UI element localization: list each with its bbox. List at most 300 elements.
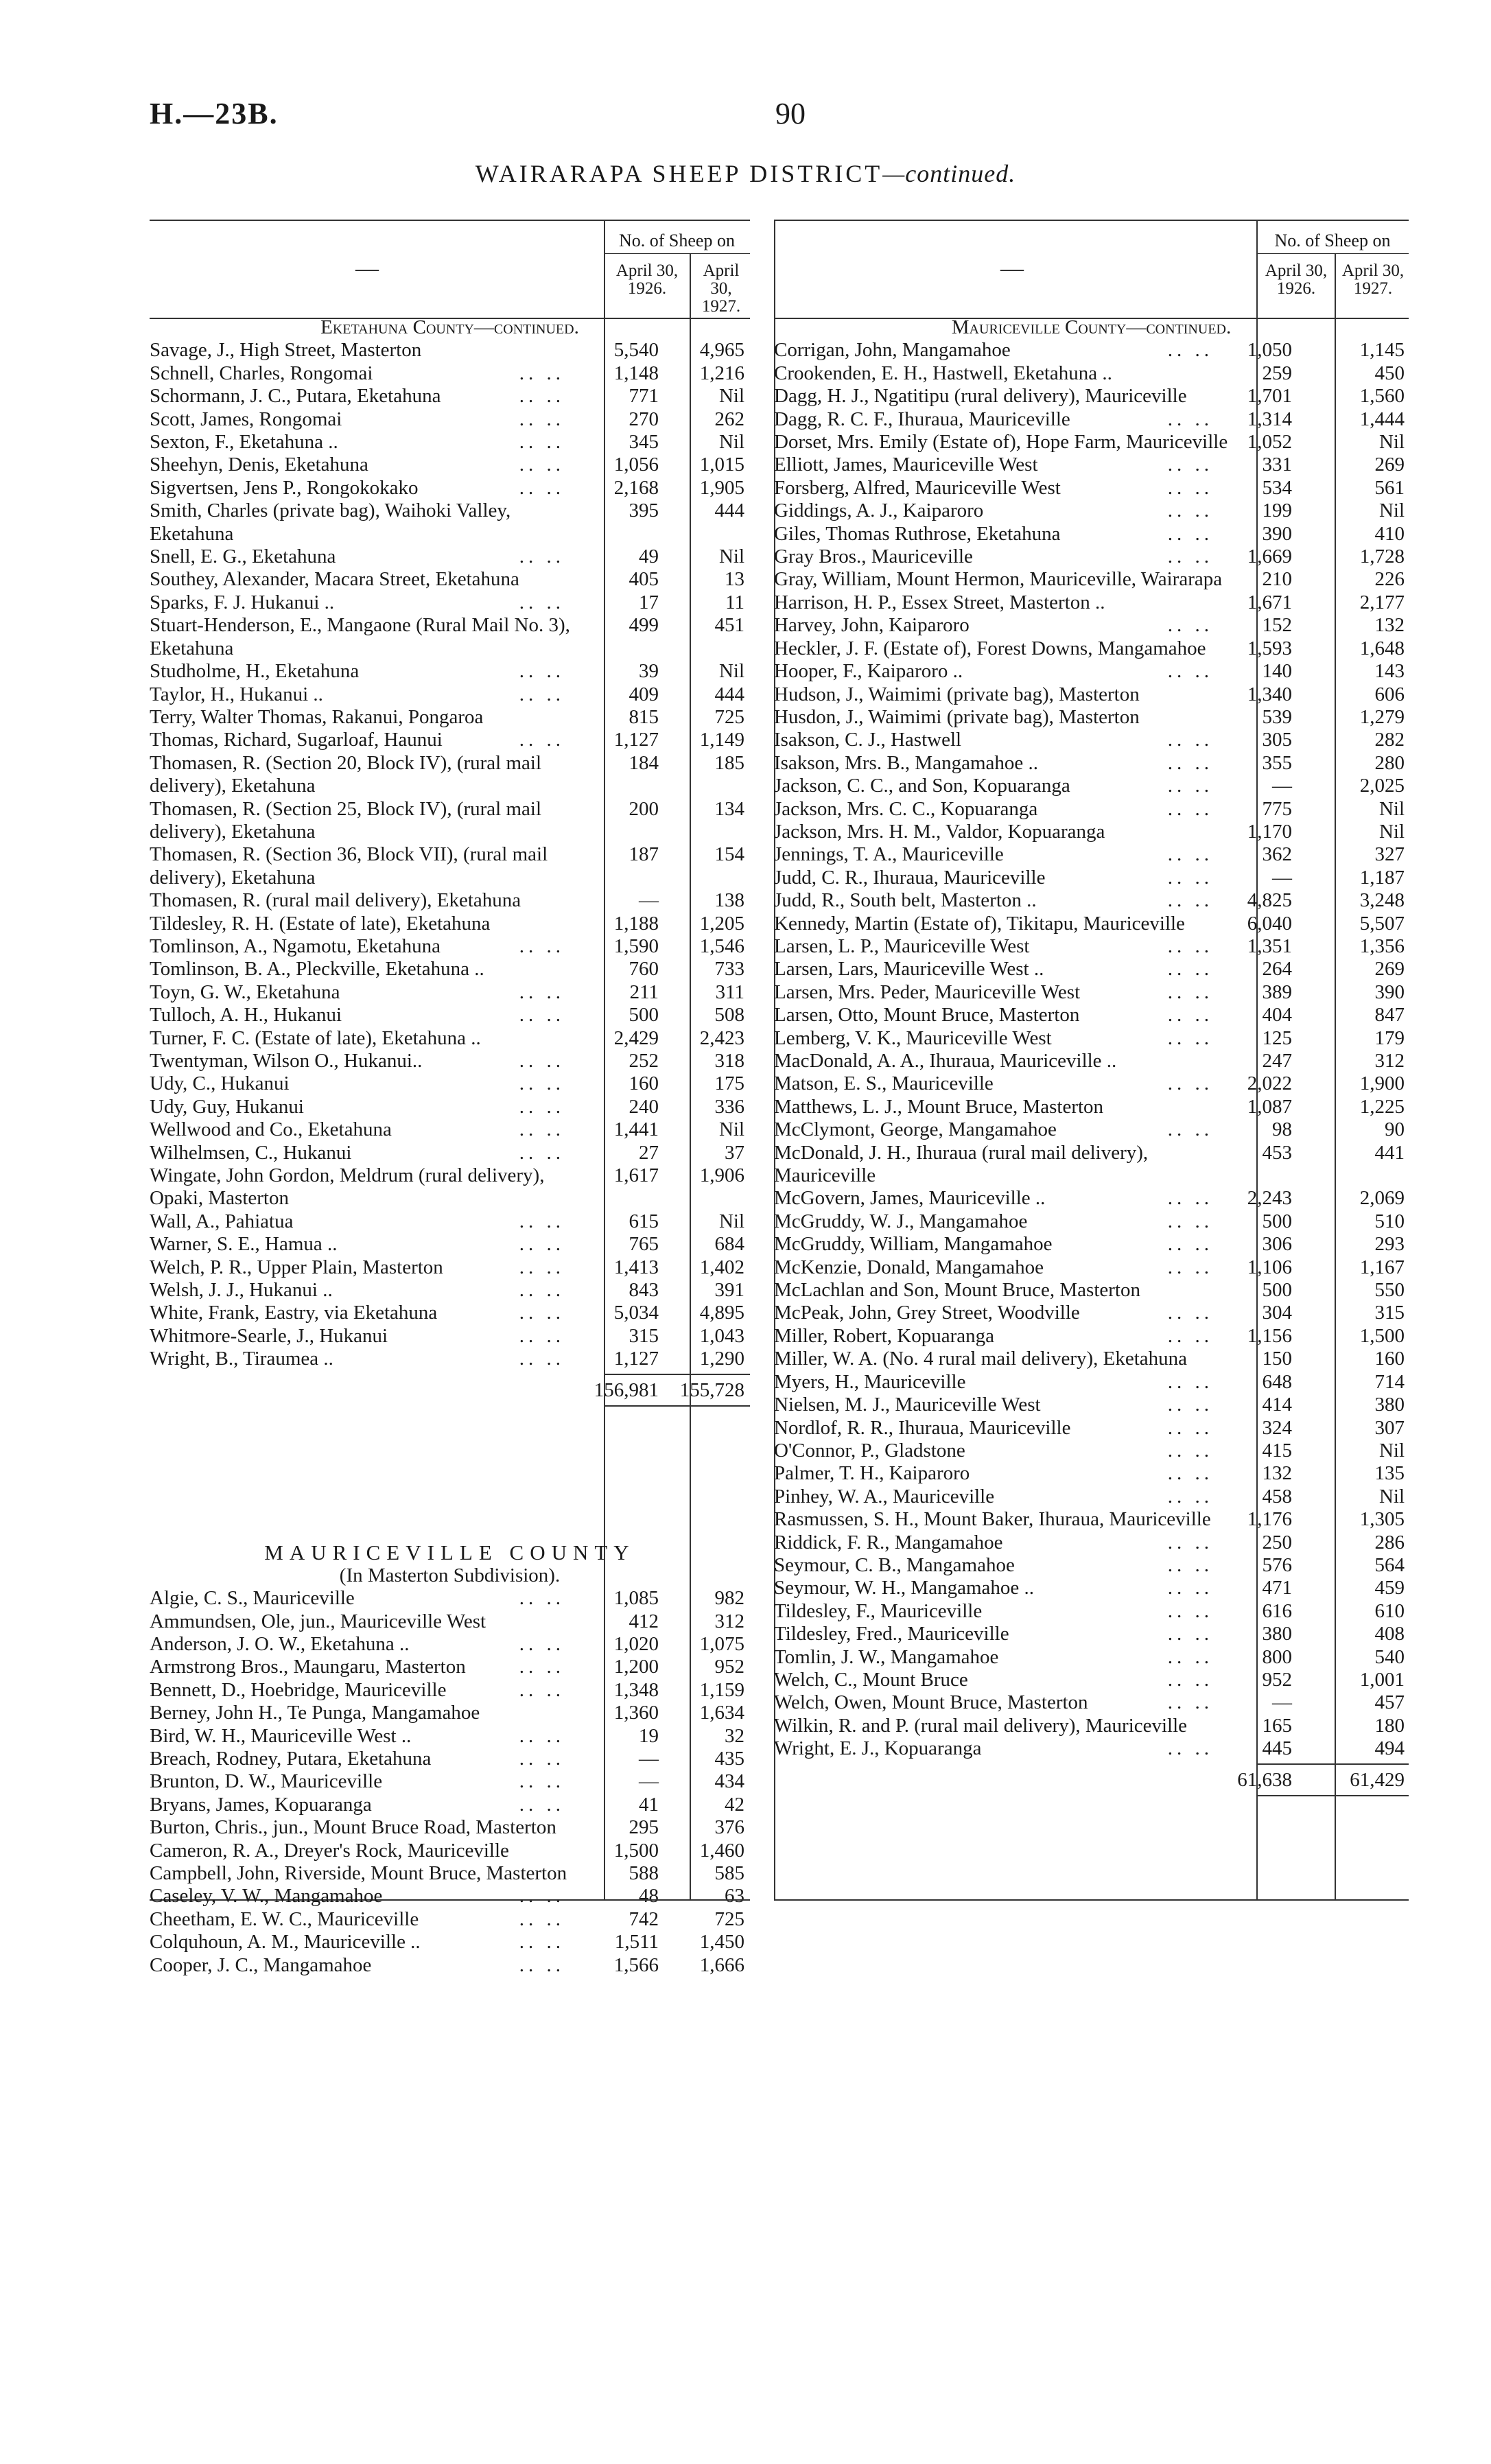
sheep-1926: 140 bbox=[1262, 660, 1292, 683]
sheep-1926: 1,156 bbox=[1247, 1324, 1292, 1347]
sheep-1926: 405 bbox=[629, 568, 659, 591]
owner-name: Colquhoun, A. M., Mauriceville .. bbox=[150, 1931, 421, 1953]
leader-dots: .. .. bbox=[1167, 1531, 1213, 1553]
sheep-1926: 1,050 bbox=[1247, 339, 1292, 362]
sheep-1927: 510 bbox=[1374, 1210, 1405, 1232]
owner-name: Algie, C. S., Mauriceville bbox=[150, 1587, 355, 1610]
owner-name: Bird, W. H., Mauriceville West .. bbox=[150, 1724, 412, 1747]
sheep-1927: 1,546 bbox=[699, 935, 744, 957]
sheep-1926: 414 bbox=[1262, 1394, 1292, 1416]
sheep-1927: 63 bbox=[725, 1885, 744, 1908]
sheep-1926: 5,540 bbox=[613, 339, 659, 362]
table-row bbox=[150, 614, 750, 660]
table-row bbox=[150, 1164, 750, 1210]
leader-dots: .. .. bbox=[1167, 751, 1213, 774]
sheep-1927: 1,460 bbox=[699, 1839, 744, 1862]
sheep-count-header: No. of Sheep on bbox=[1274, 231, 1391, 250]
leader-dots: .. .. bbox=[1167, 1553, 1213, 1576]
sheep-1927: Nil bbox=[1378, 431, 1405, 454]
section-title: Mauriceville County—continued. bbox=[951, 316, 1232, 338]
sheep-1927: 610 bbox=[1374, 1599, 1405, 1622]
owner-name: Welch, P. R., Upper Plain, Masterton bbox=[150, 1256, 443, 1278]
sheep-1927: 269 bbox=[1374, 454, 1405, 476]
sheep-1926: 150 bbox=[1262, 1348, 1292, 1370]
owner-name: Palmer, T. H., Kaiparoro bbox=[774, 1462, 970, 1485]
leader-dots: .. .. bbox=[1167, 1004, 1213, 1026]
owner-name: Studholme, H., Eketahuna bbox=[150, 660, 360, 683]
sheep-1927: 391 bbox=[714, 1279, 744, 1302]
table-row bbox=[774, 1554, 1409, 1577]
leader-dots: .. .. bbox=[1167, 1072, 1213, 1095]
table-row bbox=[774, 500, 1409, 522]
col-1927-header: April 30, 1927. bbox=[1341, 261, 1405, 298]
name-column-header: — bbox=[355, 256, 379, 281]
sheep-1927: 1,279 bbox=[1359, 705, 1405, 728]
sheep-1927: 2,069 bbox=[1359, 1187, 1405, 1210]
total-rule bbox=[1256, 1795, 1409, 1796]
table-row bbox=[150, 1702, 750, 1724]
leader-dots: .. .. bbox=[519, 545, 565, 568]
table-row bbox=[774, 1486, 1409, 1508]
sheep-1927: 847 bbox=[1374, 1004, 1405, 1026]
sheep-1927: 1,305 bbox=[1359, 1508, 1405, 1531]
total-1926: 61,638 bbox=[1237, 1768, 1292, 1791]
sheep-1927: 1,043 bbox=[699, 1324, 744, 1347]
owner-name: Miller, Robert, Kopuaranga bbox=[774, 1324, 994, 1347]
table-row bbox=[150, 660, 750, 683]
sheep-1926: 305 bbox=[1262, 729, 1292, 751]
owner-name: Riddick, F. R., Mangamahoe bbox=[774, 1531, 1003, 1553]
sheep-1926: 48 bbox=[639, 1885, 659, 1908]
leader-dots: .. .. bbox=[519, 1072, 565, 1095]
owner-name: McKenzie, Donald, Mangamahoe bbox=[774, 1256, 1044, 1278]
sheep-1927: 132 bbox=[1374, 614, 1405, 637]
table-row bbox=[150, 1954, 750, 1977]
leader-dots: .. .. bbox=[519, 1793, 565, 1816]
owner-name: Larsen, L. P., Mauriceville West bbox=[774, 935, 1030, 957]
owner-name: Larsen, Otto, Mount Bruce, Masterton bbox=[774, 1004, 1080, 1026]
sheep-1927: 457 bbox=[1374, 1691, 1405, 1714]
sheep-1926: 199 bbox=[1262, 500, 1292, 522]
leader-dots: .. .. bbox=[1167, 454, 1213, 476]
table-row bbox=[774, 385, 1409, 408]
leader-dots: .. .. bbox=[1167, 1394, 1213, 1416]
sheep-1926: 5,034 bbox=[613, 1302, 659, 1324]
owner-name: Judd, R., South belt, Masterton .. bbox=[774, 889, 1037, 912]
table-row bbox=[150, 1794, 750, 1816]
owner-name: Seymour, C. B., Mangamahoe bbox=[774, 1553, 1015, 1576]
leader-dots: .. .. bbox=[1167, 981, 1213, 1003]
leader-dots: .. .. bbox=[1167, 775, 1213, 797]
sheep-1926: 39 bbox=[639, 660, 659, 683]
sheep-1926: 2,243 bbox=[1247, 1187, 1292, 1210]
col-1927-header: April 30, 1927. bbox=[701, 261, 741, 316]
sheep-1926: 184 bbox=[629, 751, 659, 774]
sheep-1927: 1,216 bbox=[699, 362, 744, 384]
owner-name: Wilhelmsen, C., Hukanui bbox=[150, 1141, 352, 1164]
sheep-1926: 1,056 bbox=[613, 454, 659, 476]
owner-name: McDonald, J. H., Ihuraua (rural mail delivery), Mauriceville bbox=[774, 1141, 1149, 1187]
table-row bbox=[150, 1725, 750, 1748]
leader-dots: .. .. bbox=[1167, 958, 1213, 981]
leader-dots: .. .. bbox=[1167, 1623, 1213, 1645]
sheep-1927: 315 bbox=[1374, 1302, 1405, 1324]
table-row bbox=[774, 1118, 1409, 1141]
sheep-1927: 293 bbox=[1374, 1233, 1405, 1256]
owner-name: Taylor, H., Hukanui .. bbox=[150, 683, 323, 705]
sheep-1926: 1,669 bbox=[1247, 545, 1292, 568]
table-row bbox=[774, 1256, 1409, 1279]
table-row bbox=[150, 1279, 750, 1302]
leader-dots: .. .. bbox=[1167, 1416, 1213, 1439]
sheep-1927: 410 bbox=[1374, 522, 1405, 545]
table-row bbox=[774, 545, 1409, 568]
owner-name: Ammundsen, Ole, jun., Mauriceville West bbox=[150, 1610, 486, 1632]
leader-dots: .. .. bbox=[1167, 1439, 1213, 1462]
owner-name: Whitmore-Searle, J., Hukanui bbox=[150, 1324, 388, 1347]
table-row bbox=[774, 752, 1409, 775]
sheep-1926: 1,127 bbox=[613, 1348, 659, 1370]
page-title bbox=[0, 159, 1491, 188]
sheep-1926: 500 bbox=[1262, 1279, 1292, 1302]
table-row bbox=[774, 568, 1409, 591]
table-row bbox=[150, 1840, 750, 1862]
leader-dots: .. .. bbox=[1167, 1302, 1213, 1324]
owner-name: Tomlin, J. W., Mangamahoe bbox=[774, 1645, 999, 1668]
sheep-1926: — bbox=[639, 1770, 659, 1793]
table-row bbox=[150, 1656, 750, 1678]
table-row bbox=[150, 706, 750, 729]
sheep-1926: 331 bbox=[1262, 454, 1292, 476]
sheep-1927: 154 bbox=[714, 843, 744, 866]
sheep-1926: 445 bbox=[1262, 1737, 1292, 1760]
sheep-1926: 1,340 bbox=[1247, 683, 1292, 705]
table-row bbox=[774, 1142, 1409, 1188]
table-row bbox=[150, 1210, 750, 1233]
sheep-1926: 17 bbox=[639, 591, 659, 613]
sheep-1926: 1,176 bbox=[1247, 1508, 1292, 1531]
sheep-1927: 508 bbox=[714, 1004, 744, 1026]
table-row bbox=[150, 981, 750, 1004]
page-number: 90 bbox=[775, 97, 806, 130]
sheep-1927: 1,205 bbox=[699, 912, 744, 935]
owner-name: Bryans, James, Kopuaranga bbox=[150, 1793, 372, 1816]
sheep-1926: 1,170 bbox=[1247, 820, 1292, 843]
sheep-1926: 132 bbox=[1262, 1462, 1292, 1485]
table-row bbox=[150, 477, 750, 500]
table-row bbox=[150, 729, 750, 751]
leader-dots: .. .. bbox=[519, 1908, 565, 1930]
table-row bbox=[774, 1508, 1409, 1531]
table-row bbox=[150, 913, 750, 935]
table-row bbox=[150, 1118, 750, 1141]
table-row bbox=[150, 1908, 750, 1931]
sheep-1927: Nil bbox=[1378, 797, 1405, 820]
owner-name: Toyn, G. W., Eketahuna bbox=[150, 981, 340, 1003]
leader-dots: .. .. bbox=[519, 1279, 565, 1302]
leader-dots: .. .. bbox=[1167, 660, 1213, 683]
leader-dots: .. .. bbox=[519, 1302, 565, 1324]
sheep-1927: 134 bbox=[714, 797, 744, 820]
district-title: WAIRARAPA SHEEP DISTRICT bbox=[475, 160, 883, 187]
owner-name: Elliott, James, Mauriceville West bbox=[774, 454, 1038, 476]
sheep-1927: 11 bbox=[725, 591, 744, 613]
table-row bbox=[150, 1748, 750, 1770]
owner-name: Udy, Guy, Hukanui bbox=[150, 1095, 304, 1118]
table-row bbox=[150, 1816, 750, 1839]
owner-name: Hooper, F., Kaiparoro .. bbox=[774, 660, 963, 683]
sheep-1926: 210 bbox=[1262, 568, 1292, 591]
sheep-1926: 404 bbox=[1262, 1004, 1292, 1026]
sheep-1926: 27 bbox=[639, 1141, 659, 1164]
sheep-1927: 13 bbox=[725, 568, 744, 591]
table-row bbox=[150, 1679, 750, 1702]
sheep-1927: 282 bbox=[1374, 729, 1405, 751]
sheep-1927: 376 bbox=[714, 1816, 744, 1839]
owner-name: Tomlinson, A., Ngamotu, Eketahuna bbox=[150, 935, 441, 957]
table-row bbox=[150, 1633, 750, 1656]
owner-name: MacDonald, A. A., Ihuraua, Mauriceville .. bbox=[774, 1050, 1117, 1072]
owner-name: Campbell, John, Riverside, Mount Bruce, Masterton bbox=[150, 1862, 567, 1884]
owner-name: Pinhey, W. A., Mauriceville bbox=[774, 1485, 995, 1507]
sheep-1927: 714 bbox=[1374, 1370, 1405, 1393]
sheep-1926: 1,590 bbox=[613, 935, 659, 957]
leader-dots: .. .. bbox=[519, 454, 565, 476]
sheep-1926: 1,671 bbox=[1247, 591, 1292, 613]
owner-name: Harvey, John, Kaiparoro bbox=[774, 614, 970, 637]
table-row bbox=[150, 431, 750, 454]
table-row bbox=[774, 1187, 1409, 1210]
table-row bbox=[774, 843, 1409, 866]
sheep-1927: 312 bbox=[1374, 1050, 1405, 1072]
sheep-1927: 1,905 bbox=[699, 476, 744, 499]
leader-dots: .. .. bbox=[1167, 866, 1213, 889]
leader-dots: .. .. bbox=[1167, 545, 1213, 568]
sheep-1926: 4,825 bbox=[1247, 889, 1292, 912]
leader-dots: .. .. bbox=[1167, 1462, 1213, 1485]
sheep-1927: 280 bbox=[1374, 751, 1405, 774]
sheep-1926: 19 bbox=[639, 1724, 659, 1747]
sheep-1926: 1,617 bbox=[613, 1164, 659, 1187]
sheep-1927: Nil bbox=[1378, 820, 1405, 843]
sheep-1926: 815 bbox=[629, 705, 659, 728]
owner-name: Kennedy, Martin (Estate of), Tikitapu, Mauriceville bbox=[774, 912, 1185, 935]
sheep-1926: 453 bbox=[1262, 1141, 1292, 1164]
leader-dots: .. .. bbox=[519, 1233, 565, 1256]
sheep-1926: 345 bbox=[629, 431, 659, 454]
owner-name: Jackson, Mrs. C. C., Kopuaranga bbox=[774, 797, 1038, 820]
leader-dots: .. .. bbox=[519, 683, 565, 705]
owner-name: Thomasen, R. (rural mail delivery), Eketahuna bbox=[150, 889, 521, 912]
owner-name: Scott, James, Rongomai bbox=[150, 408, 342, 430]
sheep-1926: 500 bbox=[1262, 1210, 1292, 1232]
sheep-1926: — bbox=[639, 889, 659, 912]
owner-name: Tulloch, A. H., Hukanui bbox=[150, 1004, 342, 1026]
table-row bbox=[774, 660, 1409, 683]
sheep-1926: 41 bbox=[639, 1793, 659, 1816]
sheep-1926: 389 bbox=[1262, 981, 1292, 1003]
sheep-1926: 270 bbox=[629, 408, 659, 430]
leader-dots: .. .. bbox=[1167, 1118, 1213, 1141]
sheep-1927: Nil bbox=[718, 1210, 744, 1232]
table-row bbox=[774, 1233, 1409, 1256]
leader-dots: .. .. bbox=[519, 1118, 565, 1141]
sheep-1927: 434 bbox=[714, 1770, 744, 1793]
name-column-header: — bbox=[1000, 256, 1024, 281]
sheep-1926: 771 bbox=[629, 385, 659, 408]
sheep-1927: 1,001 bbox=[1359, 1668, 1405, 1691]
leader-dots: .. .. bbox=[519, 1885, 565, 1908]
owner-name: Terry, Walter Thomas, Rakanui, Pongaroa bbox=[150, 705, 484, 728]
leader-dots: .. .. bbox=[519, 1210, 565, 1232]
total-1927: 61,429 bbox=[1350, 1768, 1405, 1791]
owner-name: Berney, John H., Te Punga, Mangamahoe bbox=[150, 1702, 480, 1724]
sheep-1926: 1,593 bbox=[1247, 637, 1292, 659]
sheep-1926: 98 bbox=[1272, 1118, 1292, 1141]
table-row bbox=[150, 1770, 750, 1793]
sheep-1926: 1,200 bbox=[613, 1656, 659, 1678]
sheep-1927: 564 bbox=[1374, 1553, 1405, 1576]
sheep-1927: 179 bbox=[1374, 1026, 1405, 1049]
leader-dots: .. .. bbox=[519, 1678, 565, 1701]
title-suffix: —continued. bbox=[882, 160, 1016, 187]
owner-name: Schormann, J. C., Putara, Eketahuna bbox=[150, 385, 441, 408]
table-row bbox=[774, 775, 1409, 797]
leader-dots: .. .. bbox=[1167, 1256, 1213, 1278]
sheep-1926: 152 bbox=[1262, 614, 1292, 637]
sheep-1927: 550 bbox=[1374, 1279, 1405, 1302]
owner-name: Stuart-Henderson, E., Mangaone (Rural Mail No. 3), Eketahuna bbox=[150, 614, 570, 659]
table-row bbox=[774, 729, 1409, 751]
table-row bbox=[150, 1027, 750, 1050]
document-reference: H.—23B. bbox=[150, 97, 279, 130]
owner-name: Wright, E. J., Kopuaranga bbox=[774, 1737, 982, 1760]
table-row bbox=[150, 1256, 750, 1279]
table-row bbox=[150, 500, 750, 545]
table-row bbox=[774, 821, 1409, 843]
sheep-1927: 318 bbox=[714, 1050, 744, 1072]
table-row bbox=[150, 1885, 750, 1908]
sheep-1927: 1,500 bbox=[1359, 1324, 1405, 1347]
sheep-1926: 539 bbox=[1262, 705, 1292, 728]
left-table bbox=[150, 220, 750, 1976]
sheep-1927: 451 bbox=[714, 614, 744, 637]
sheep-1927: 1,159 bbox=[699, 1678, 744, 1701]
sheep-1926: 1,511 bbox=[614, 1931, 659, 1953]
table-row bbox=[774, 431, 1409, 454]
leader-dots: .. .. bbox=[1167, 476, 1213, 499]
leader-dots: .. .. bbox=[1167, 522, 1213, 545]
owner-name: O'Connor, P., Gladstone bbox=[774, 1439, 965, 1462]
owner-name: McClymont, George, Mangamahoe bbox=[774, 1118, 1057, 1141]
header-divider bbox=[1256, 253, 1409, 254]
owner-name: Sheehyn, Denis, Eketahuna bbox=[150, 454, 368, 476]
leader-dots: .. .. bbox=[1167, 1370, 1213, 1393]
sheep-1927: 42 bbox=[725, 1793, 744, 1816]
table-row bbox=[774, 591, 1409, 614]
table-row bbox=[774, 362, 1409, 385]
sheep-1926: 616 bbox=[1262, 1599, 1292, 1622]
sheep-1927: 262 bbox=[714, 408, 744, 430]
leader-dots: .. .. bbox=[519, 660, 565, 683]
total-1927: 155,728 bbox=[679, 1378, 744, 1401]
sheep-1927: 269 bbox=[1374, 958, 1405, 981]
leader-dots: .. .. bbox=[1167, 1668, 1213, 1691]
table-row bbox=[150, 889, 750, 912]
total-rule bbox=[604, 1405, 750, 1407]
table-row bbox=[774, 683, 1409, 706]
sheep-1927: 444 bbox=[714, 683, 744, 705]
sheep-1926: 1,106 bbox=[1247, 1256, 1292, 1278]
sheep-1926: 295 bbox=[629, 1816, 659, 1839]
leader-dots: .. .. bbox=[1167, 1737, 1213, 1760]
table-top-rule bbox=[774, 220, 1409, 221]
leader-dots: .. .. bbox=[519, 1931, 565, 1953]
leader-dots: .. .. bbox=[519, 935, 565, 957]
sheep-1927: 585 bbox=[714, 1862, 744, 1884]
sheep-1927: 1,900 bbox=[1359, 1072, 1405, 1095]
sheep-1927: 143 bbox=[1374, 660, 1405, 683]
owner-name: McGruddy, William, Mangamahoe bbox=[774, 1233, 1053, 1256]
table-row bbox=[774, 1210, 1409, 1233]
owner-name: Giddings, A. J., Kaiparoro bbox=[774, 500, 984, 522]
leader-dots: .. .. bbox=[519, 591, 565, 613]
owner-name: Savage, J., High Street, Masterton bbox=[150, 339, 422, 362]
table-row bbox=[150, 1325, 750, 1348]
sheep-1927: 494 bbox=[1374, 1737, 1405, 1760]
leader-dots: .. .. bbox=[1167, 1187, 1213, 1210]
owner-name: McPeak, John, Grey Street, Woodville bbox=[774, 1302, 1080, 1324]
sheep-1926: 200 bbox=[629, 797, 659, 820]
table-row bbox=[150, 568, 750, 591]
leader-dots: .. .. bbox=[519, 362, 565, 384]
owner-name: Caseley, V. W., Mangamahoe bbox=[150, 1885, 383, 1908]
table-row bbox=[150, 683, 750, 706]
sheep-1927: 1,187 bbox=[1359, 866, 1405, 889]
sheep-1927: 1,402 bbox=[699, 1256, 744, 1278]
sheep-1926: 380 bbox=[1262, 1623, 1292, 1645]
sheep-1926: 471 bbox=[1262, 1577, 1292, 1599]
sheep-1927: 444 bbox=[714, 500, 744, 522]
leader-dots: .. .. bbox=[1167, 797, 1213, 820]
owner-name: Matthews, L. J., Mount Bruce, Masterton bbox=[774, 1095, 1104, 1118]
leader-dots: .. .. bbox=[519, 1656, 565, 1678]
table-row bbox=[774, 1577, 1409, 1599]
table-row bbox=[774, 1532, 1409, 1554]
sheep-1926: 211 bbox=[629, 981, 659, 1003]
total-row bbox=[774, 1761, 1409, 1796]
leader-dots: .. .. bbox=[519, 1953, 565, 1976]
table-row bbox=[774, 1715, 1409, 1737]
table-row bbox=[774, 706, 1409, 729]
sheep-1927: 982 bbox=[714, 1587, 744, 1610]
sheep-1926: — bbox=[1272, 1691, 1292, 1714]
sheep-1927: 606 bbox=[1374, 683, 1405, 705]
table-row bbox=[774, 1072, 1409, 1095]
left-table-body bbox=[150, 316, 750, 1977]
sheep-1927: 435 bbox=[714, 1747, 744, 1770]
leader-dots: .. .. bbox=[1167, 843, 1213, 866]
leader-dots: .. .. bbox=[519, 1348, 565, 1370]
sheep-1926: 252 bbox=[629, 1050, 659, 1072]
owner-name: Rasmussen, S. H., Mount Baker, Ihuraua, Mauriceville bbox=[774, 1508, 1211, 1531]
leader-dots: .. .. bbox=[1167, 889, 1213, 912]
owner-name: Jackson, Mrs. H. M., Valdor, Kopuaranga bbox=[774, 820, 1105, 843]
owner-name: Welch, C., Mount Bruce bbox=[774, 1668, 968, 1691]
sheep-1926: 760 bbox=[629, 958, 659, 981]
table-row bbox=[150, 591, 750, 614]
owner-name: Thomasen, R. (Section 25, Block IV), (rural mail delivery), Eketahuna bbox=[150, 797, 542, 843]
